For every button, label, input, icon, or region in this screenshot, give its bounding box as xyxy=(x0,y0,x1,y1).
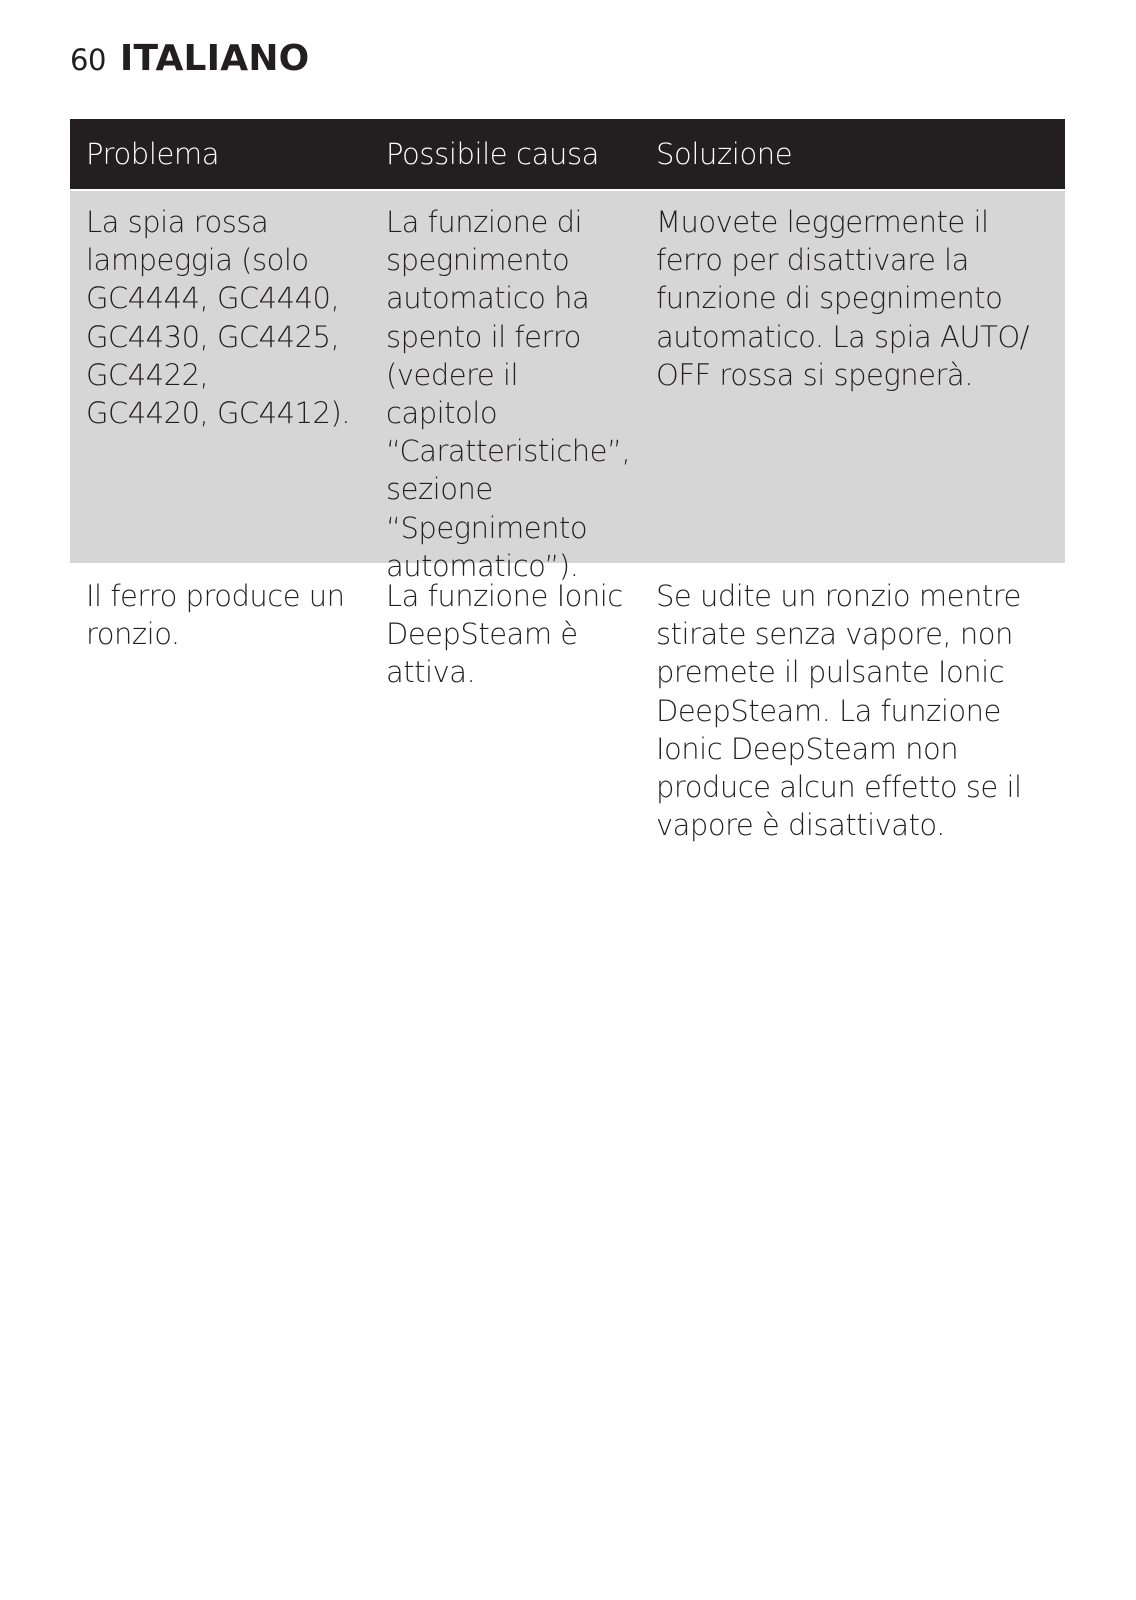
problem-cell: Il ferro produce un ronzio. xyxy=(86,579,345,652)
column-header-soluzione: Soluzione xyxy=(656,136,793,171)
solution-cell: Se udite un ronzio mentre stirate senza vapore, non premete il pulsante Ionic DeepSteam. La funzione Ionic DeepSteam non produce alcun effetto se il vapore è disattivato. xyxy=(656,579,1022,843)
column-header-possibile-causa: Possibile causa xyxy=(386,136,600,171)
troubleshooting-table xyxy=(70,119,1065,854)
cause-cell: La funzione di spegnimento automatico ha spento il ferro (vedere il capitolo “Caratteristiche”, sezione “Spegnimento automatico”). xyxy=(386,205,631,583)
solution-cell: Muovete leggermente il ferro per disattivare la funzione di spegnimento automatico. La spia AUTO/ OFF rossa si spegnerà. xyxy=(656,205,1029,392)
page-header xyxy=(70,38,309,79)
column-header-problema: Problema xyxy=(86,136,220,171)
table-header-row xyxy=(70,119,1065,189)
problem-cell: La spia rossa lampeggia (solo GC4444, GC4440, GC4430, GC4425, GC4422, GC4420, GC4412). xyxy=(86,205,351,431)
cause-cell: La funzione Ionic DeepSteam è attiva. xyxy=(386,579,623,690)
table-row xyxy=(70,191,1065,583)
page-number: 60 xyxy=(70,43,106,77)
table-row xyxy=(70,563,1065,854)
section-title: ITALIANO xyxy=(119,38,310,79)
